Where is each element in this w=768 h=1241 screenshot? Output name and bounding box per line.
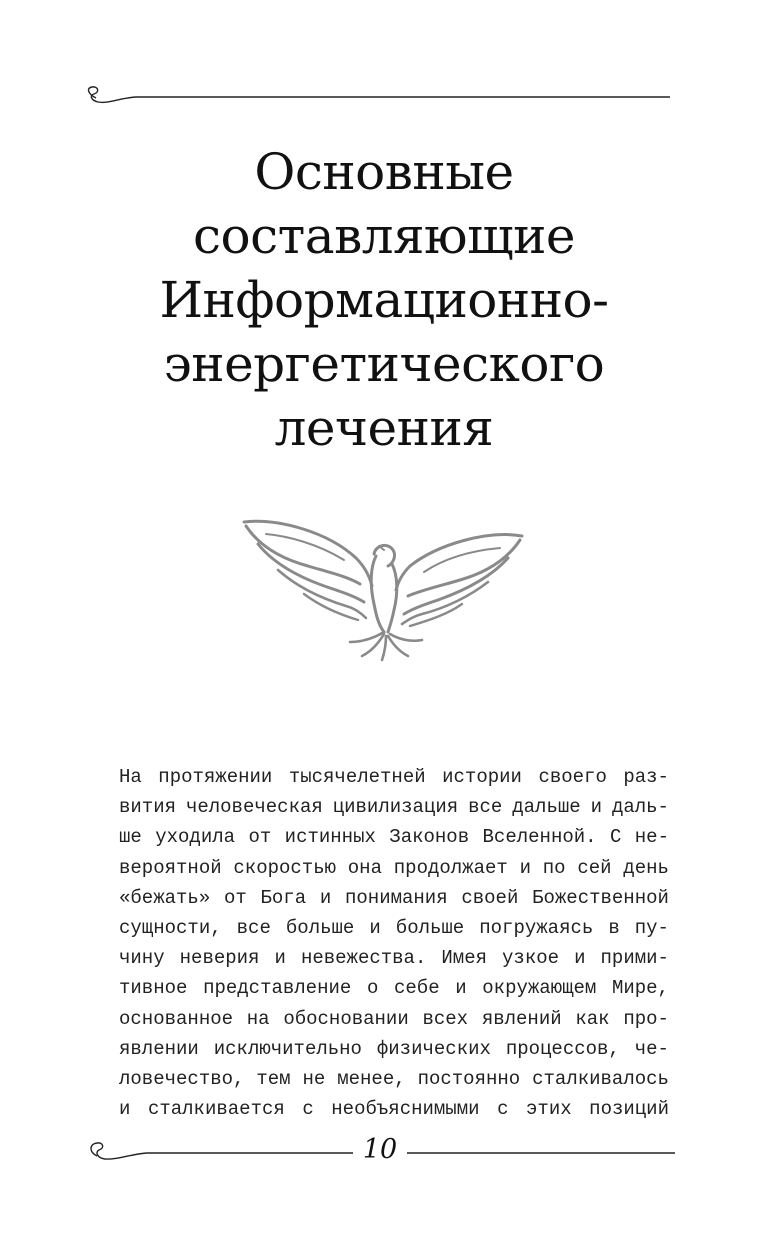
- body-line: сущности, все больше и больше погружаясь в пу-: [119, 917, 669, 940]
- body-line: тивное представление о себе и окружающем Мире,: [119, 977, 669, 1000]
- page-footer: [85, 1132, 675, 1172]
- body-line: ловечество, тем не менее, постоянно сталкивалось: [119, 1068, 669, 1091]
- chapter-title-line-1: Основные: [254, 143, 514, 201]
- chapter-title-line-4: энергетического: [163, 335, 605, 393]
- body-line: и сталкивается с необъяснимыми с этих позиций: [119, 1098, 669, 1121]
- body-line: ше уходила от истинных Законов Вселенной. С не-: [119, 826, 669, 849]
- body-line: вероятной скоростью она продолжает и по сей день: [119, 856, 669, 879]
- chapter-title-line-3: Информационно-: [159, 271, 609, 329]
- body-line: На протяжении тысячелетней истории своего раз-: [119, 766, 669, 788]
- body-line: «бежать» от Бога и понимания своей Божественной: [119, 886, 669, 909]
- chapter-title-line-5: лечения: [274, 399, 494, 457]
- body-line: явлении исключительно физических процессов, че-: [119, 1037, 669, 1060]
- page-number: 10: [357, 1134, 403, 1166]
- chapter-title: [60, 140, 708, 460]
- body-paragraph: [119, 762, 669, 1124]
- body-line: вития человеческая цивилизация все дальше и даль-: [119, 796, 669, 819]
- body-line: основанное на обосновании всех явлений как про-: [119, 1007, 669, 1030]
- chapter-title-line-2: составляющие: [193, 207, 575, 265]
- top-flourish-rule: [80, 84, 670, 108]
- body-line: чину неверия и невежества. Имея узкое и прими-: [119, 947, 669, 970]
- dove-icon: [238, 514, 528, 664]
